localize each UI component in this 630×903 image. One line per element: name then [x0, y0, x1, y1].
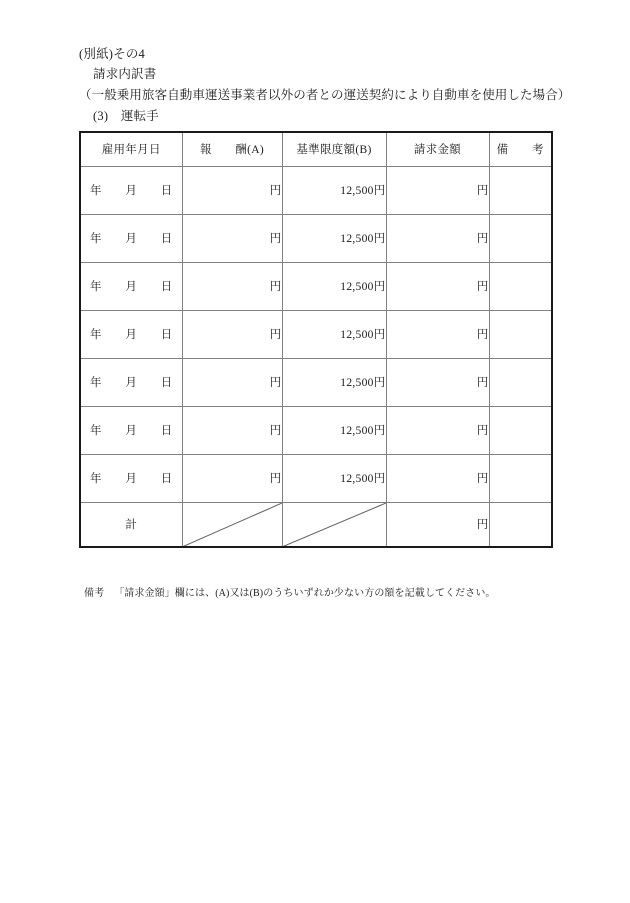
cell-claim-amount[interactable]: 円	[386, 262, 489, 310]
cell-employment-date[interactable]: 年 月 日	[80, 166, 182, 214]
table-row	[80, 262, 552, 310]
cell-employment-date[interactable]: 年 月 日	[80, 214, 182, 262]
cell-standard-limit: 12,500円	[282, 262, 386, 310]
cell-total-label: 計	[80, 502, 182, 547]
form-id-label: (別紙)その4	[79, 47, 145, 61]
cell-remarks[interactable]	[489, 406, 552, 454]
column-header-claim-amount: 請求金額	[386, 132, 489, 166]
cell-total-limit-struck	[282, 502, 386, 547]
cell-remarks[interactable]	[489, 214, 552, 262]
table-body	[80, 166, 552, 547]
section-heading: (3) 運転手	[93, 109, 159, 123]
cell-standard-limit: 12,500円	[282, 454, 386, 502]
scope-note: （一般乗用旅客自動車運送事業者以外の者との運送契約により自動車を使用した場合）	[79, 88, 571, 102]
table-header	[80, 132, 552, 166]
cell-remarks[interactable]	[489, 166, 552, 214]
cell-employment-date[interactable]: 年 月 日	[80, 262, 182, 310]
diagonal-strike-icon	[183, 503, 282, 547]
cell-remarks[interactable]	[489, 262, 552, 310]
cell-total-reward-struck	[182, 502, 282, 547]
table-total-row	[80, 502, 552, 547]
column-header-employment-date: 雇用年月日	[80, 132, 182, 166]
cell-reward[interactable]: 円	[182, 166, 282, 214]
cell-employment-date[interactable]: 年 月 日	[80, 454, 182, 502]
cell-remarks[interactable]	[489, 358, 552, 406]
cell-remarks[interactable]	[489, 454, 552, 502]
cell-total-remarks[interactable]	[489, 502, 552, 547]
document-title: 請求内訳書	[93, 67, 157, 81]
cell-claim-amount[interactable]: 円	[386, 214, 489, 262]
cell-employment-date[interactable]: 年 月 日	[80, 406, 182, 454]
footer-note-label: 備考	[84, 588, 105, 599]
cell-claim-amount[interactable]: 円	[386, 454, 489, 502]
cell-reward[interactable]: 円	[182, 406, 282, 454]
cell-reward[interactable]: 円	[182, 262, 282, 310]
cell-employment-date[interactable]: 年 月 日	[80, 310, 182, 358]
cell-remarks[interactable]	[489, 310, 552, 358]
cell-claim-amount[interactable]: 円	[386, 406, 489, 454]
column-header-remarks: 備 考	[489, 132, 552, 166]
column-header-standard-limit: 基準限度額(B)	[282, 132, 386, 166]
cell-reward[interactable]: 円	[182, 454, 282, 502]
cell-reward[interactable]: 円	[182, 310, 282, 358]
table-row	[80, 214, 552, 262]
table-row	[80, 166, 552, 214]
cell-claim-amount[interactable]: 円	[386, 166, 489, 214]
cell-standard-limit: 12,500円	[282, 358, 386, 406]
cell-employment-date[interactable]: 年 月 日	[80, 358, 182, 406]
diagonal-strike-icon	[283, 503, 386, 547]
table-row	[80, 310, 552, 358]
footer-note	[84, 586, 584, 602]
document-heading	[79, 44, 579, 127]
column-header-reward: 報 酬(A)	[182, 132, 282, 166]
cell-standard-limit: 12,500円	[282, 166, 386, 214]
cell-standard-limit: 12,500円	[282, 310, 386, 358]
cell-reward[interactable]: 円	[182, 214, 282, 262]
cell-claim-amount[interactable]: 円	[386, 310, 489, 358]
cell-standard-limit: 12,500円	[282, 406, 386, 454]
cell-total-claim-amount[interactable]: 円	[386, 502, 489, 547]
table-row	[80, 406, 552, 454]
cell-standard-limit: 12,500円	[282, 214, 386, 262]
cell-claim-amount[interactable]: 円	[386, 358, 489, 406]
table-row	[80, 358, 552, 406]
breakdown-table-container	[79, 131, 551, 548]
table-header-row	[80, 132, 552, 166]
cell-reward[interactable]: 円	[182, 358, 282, 406]
footer-note-text: 「請求金額」欄には、(A)又は(B)のうちいずれか少ない方の額を記載してください。	[114, 588, 496, 599]
table-row	[80, 454, 552, 502]
breakdown-table	[79, 131, 553, 548]
